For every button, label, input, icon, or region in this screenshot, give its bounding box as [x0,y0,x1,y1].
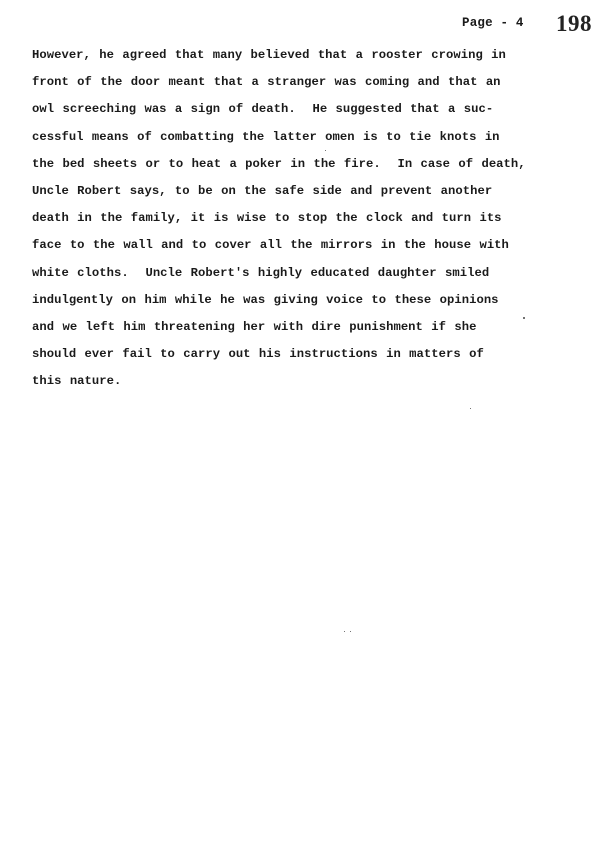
text-line: the bed sheets or to heat a poker in the fire. In case of death, [32,156,526,171]
text-line: However, he agreed that many believed that a rooster crowing in [32,48,506,62]
text-line: should ever fail to carry out his instructions in matters of [32,347,484,362]
text-line: this nature. [32,374,122,389]
scan-speck [344,631,345,632]
text-line: cessful means of combatting the latter omen is to tie knots in [32,129,500,144]
body-paragraph [32,42,562,395]
text-line: owl screeching was a sign of death. He suggested that a suc- [32,102,494,117]
text-line: Uncle Robert says, to be on the safe side and prevent another [32,183,493,198]
text-line: indulgently on him while he was giving voice to these opinions [32,292,499,307]
scan-speck [350,631,351,632]
text-line: and we left him threatening her with dire punishment if she [32,319,477,334]
scan-speck [523,317,525,319]
text-line: white cloths. Uncle Robert's highly educated daughter smiled [32,265,490,280]
page-header [462,16,524,38]
text-line: front of the door meant that a stranger was coming and that an [32,75,501,90]
scan-speck [325,150,326,151]
text-line: face to the wall and to cover all the mirrors in the house with [32,238,509,253]
text-line: death in the family, it is wise to stop the clock and turn its [32,211,502,226]
scan-speck [470,408,471,409]
page-number-label: Page - 4 [462,16,524,30]
page-stamp-number: 198 [556,11,592,36]
